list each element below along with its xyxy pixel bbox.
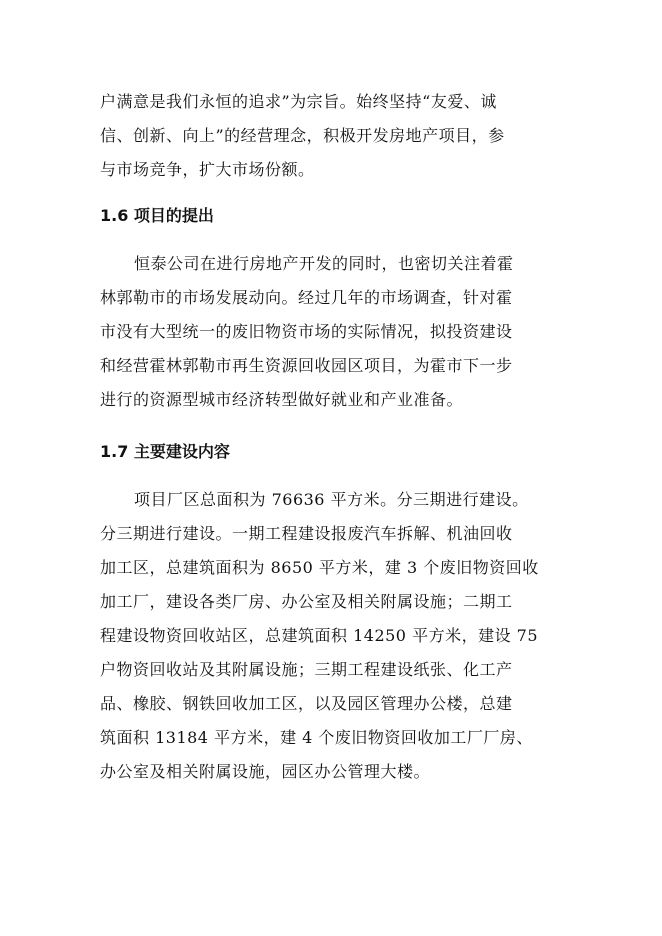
section-1-7-line: 项目厂区总面积为 76636 平方米。分三期进行建设。	[134, 490, 529, 509]
section-1-7-line: 程建设物资回收站区，总建筑面积 14250 平方米，建设 75	[100, 626, 539, 645]
section-heading-1-6: 1.6 项目的提出	[100, 206, 214, 225]
section-1-7-line: 户物资回收站及其附属设施；三期工程建设纸张、化工产	[100, 660, 513, 679]
section-1-7-line: 品、橡胶、钢铁回收加工区，以及园区管理办公楼，总建	[100, 694, 513, 713]
section-heading-1-7: 1.7 主要建设内容	[100, 442, 230, 461]
section-1-6-line: 林郭勒市的市场发展动向。经过几年的市场调查，针对霍	[100, 288, 513, 307]
intro-line: 户满意是我们永恒的追求”为宗旨。始终坚持“友爱、诚	[100, 92, 497, 111]
section-1-7-line: 加工厂，建设各类厂房、办公室及相关附属设施；二期工	[100, 592, 513, 611]
section-1-6-line: 恒泰公司在进行房地产开发的同时，也密切关注着霍	[134, 254, 514, 273]
section-1-6-line: 市没有大型统一的废旧物资市场的实际情况，拟投资建设	[100, 322, 513, 341]
section-1-7-line: 办公室及相关附属设施，园区办公管理大楼。	[100, 762, 431, 781]
section-1-6-line: 进行的资源型城市经济转型做好就业和产业准备。	[100, 390, 464, 409]
section-1-6-line: 和经营霍林郭勒市再生资源回收园区项目，为霍市下一步	[100, 356, 513, 375]
section-1-7-line: 筑面积 13184 平方米，建 4 个废旧物资回收加工厂厂房、	[100, 728, 533, 747]
intro-line: 信、创新、向上”的经营理念，积极开发房地产项目，参	[100, 126, 505, 145]
section-1-7-line: 加工区，总建筑面积为 8650 平方米，建 3 个废旧物资回收	[100, 558, 539, 577]
intro-line: 与市场竞争，扩大市场份额。	[100, 160, 315, 179]
section-1-7-line: 分三期进行建设。一期工程建设报废汽车拆解、机油回收	[100, 524, 513, 543]
